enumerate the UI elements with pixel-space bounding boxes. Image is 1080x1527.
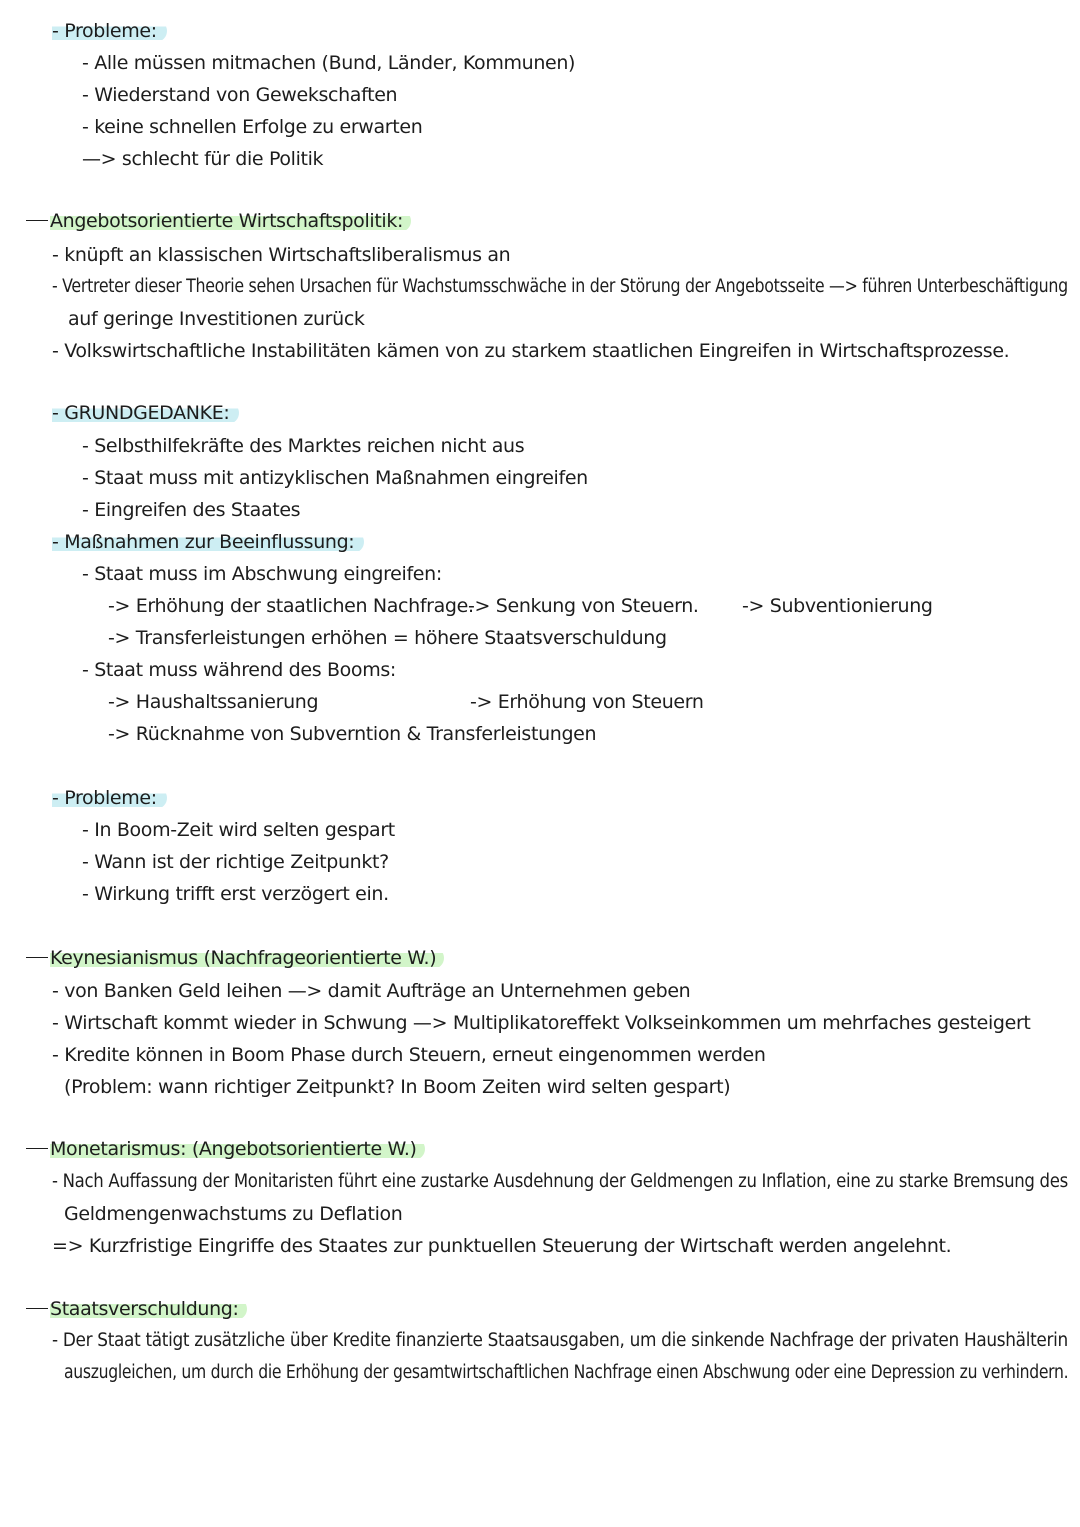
angebot-heading: Angebotsorientierte Wirtschaftspolitik: (26, 208, 411, 234)
list-item: - Staat muss während des Booms: (82, 659, 396, 681)
dash-icon (26, 1308, 48, 1310)
keynes-heading: Keynesianismus (Nachfrageorientierte W.) (26, 945, 444, 971)
massnahmen-heading: - Maßnahmen zur Beeinflussung: (52, 529, 364, 555)
text-line: - Volkswirtschaftliche Instabilitäten kämen von zu starkem staatlichen Eingreifen in Wirtschaftsprozesse. (52, 340, 1010, 362)
monetarismus-heading: Monetarismus: (Angebotsorientierte W.) (26, 1136, 425, 1162)
list-item: - keine schnellen Erfolge zu erwarten (82, 116, 423, 138)
list-item: -> Transferleistungen erhöhen = höhere Staatsverschuldung (108, 627, 667, 649)
list-item: -> Subventionierung (742, 595, 933, 617)
text-line: - Der Staat tätigt zusätzliche über Kredite finanzierte Staatsausgaben, um die sinkende Nachfrage der privaten Haushälterin (52, 1330, 1068, 1351)
probleme-top-heading: - Probleme: (52, 18, 167, 44)
dash-icon (26, 1148, 48, 1150)
list-item: - Wirkung trifft erst verzögert ein. (82, 883, 389, 905)
list-item: - Staat muss im Abschwung eingreifen: (82, 563, 442, 585)
list-item: - Selbsthilfekräfte des Marktes reichen nicht aus (82, 435, 525, 457)
text-line: - von Banken Geld leihen —> damit Aufträge an Unternehmen geben (52, 980, 691, 1002)
list-item: -> Erhöhung von Steuern (470, 691, 704, 713)
list-item: —> schlecht für die Politik (82, 148, 324, 170)
text-line: (Problem: wann richtiger Zeitpunkt? In Boom Zeiten wird selten gespart) (64, 1076, 731, 1098)
dash-icon (26, 957, 48, 959)
text-line: auf geringe Investitionen zurück (68, 308, 365, 330)
text-line: auszugleichen, um durch die Erhöhung der gesamtwirtschaftlichen Nachfrage einen Abschwung oder eine Depression zu verhindern. (64, 1362, 1069, 1383)
text-line: Geldmengenwachstums zu Deflation (64, 1203, 403, 1225)
text-line: - Nach Auffassung der Monitaristen führt eine zustarke Ausdehnung der Geldmengen zu Inflation, eine zu starke Bremsung des (52, 1171, 1068, 1192)
list-item: -> Haushaltssanierung (108, 691, 319, 713)
text-line: - Kredite können in Boom Phase durch Steuern, erneut eingenommen werden (52, 1044, 766, 1066)
list-item: -> Senkung von Steuern. (468, 595, 699, 617)
text-line: - Vertreter dieser Theorie sehen Ursachen für Wachstumsschwäche in der Störung der Angebotsseite —> führen Unterbeschäftigung (52, 276, 1068, 297)
list-item: - Wiederstand von Gewekschaften (82, 84, 398, 106)
probleme-heading: - Probleme: (52, 785, 167, 811)
dash-icon (26, 220, 48, 222)
list-item: - Wann ist der richtige Zeitpunkt? (82, 851, 389, 873)
grundgedanke-heading: - GRUNDGEDANKE: (52, 400, 239, 426)
text-line: - Wirtschaft kommt wieder in Schwung —> Multiplikatoreffekt Volkseinkommen um mehrfaches gesteigert (52, 1012, 1031, 1034)
staatsverschuldung-heading: Staatsverschuldung: (26, 1296, 247, 1322)
list-item: - In Boom-Zeit wird selten gespart (82, 819, 395, 841)
list-item: - Eingreifen des Staates (82, 499, 301, 521)
list-item: - Alle müssen mitmachen (Bund, Länder, Kommunen) (82, 52, 576, 74)
list-item: - Staat muss mit antizyklischen Maßnahmen eingreifen (82, 467, 588, 489)
list-item: -> Rücknahme von Subverntion & Transferleistungen (108, 723, 597, 745)
text-line: - knüpft an klassischen Wirtschaftsliberalismus an (52, 244, 511, 266)
list-item: -> Erhöhung der staatlichen Nachfrage. (108, 595, 474, 617)
text-line: => Kurzfristige Eingriffe des Staates zur punktuellen Steuerung der Wirtschaft werden angelehnt. (52, 1235, 952, 1257)
